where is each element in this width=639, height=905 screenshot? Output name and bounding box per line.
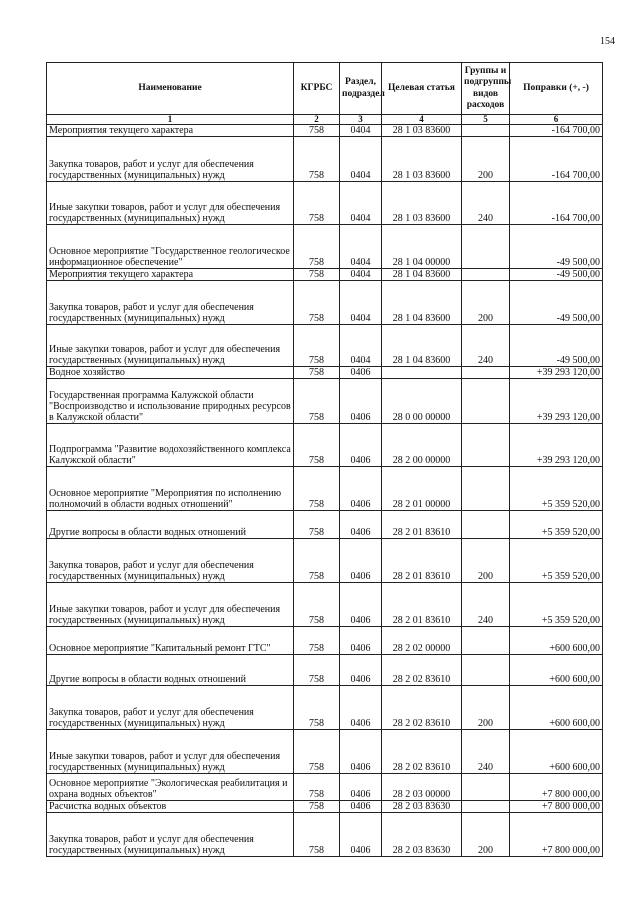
row-group <box>462 225 510 269</box>
row-name: Расчистка водных объектов <box>47 801 294 813</box>
row-name: Закупка товаров, работ и услуг для обеспечения государственных (муниципальных) нужд <box>47 813 294 857</box>
row-article: 28 1 04 83600 <box>382 269 462 281</box>
row-group <box>462 367 510 379</box>
row-amount: +600 600,00 <box>510 655 603 686</box>
row-name: Закупка товаров, работ и услуг для обеспечения государственных (муниципальных) нужд <box>47 281 294 325</box>
row-kgrbs: 758 <box>294 269 340 281</box>
row-section: 0404 <box>340 325 382 367</box>
row-article: 28 2 03 83630 <box>382 813 462 857</box>
page-number: 154 <box>600 36 615 47</box>
row-article: 28 2 02 83610 <box>382 655 462 686</box>
row-amount: +5 359 520,00 <box>510 467 603 511</box>
row-amount: +39 293 120,00 <box>510 424 603 467</box>
row-group: 240 <box>462 730 510 774</box>
row-section: 0406 <box>340 813 382 857</box>
row-amount: -49 500,00 <box>510 325 603 367</box>
row-section: 0406 <box>340 379 382 424</box>
row-group: 240 <box>462 583 510 627</box>
row-name: Мероприятия текущего характера <box>47 125 294 137</box>
table-row <box>47 325 603 367</box>
row-section: 0404 <box>340 225 382 269</box>
row-amount: -164 700,00 <box>510 125 603 137</box>
row-amount: +39 293 120,00 <box>510 379 603 424</box>
row-kgrbs: 758 <box>294 325 340 367</box>
column-number: 2 <box>294 115 340 125</box>
column-number: 1 <box>47 115 294 125</box>
row-amount: -49 500,00 <box>510 225 603 269</box>
row-group <box>462 655 510 686</box>
row-name: Другие вопросы в области водных отношений <box>47 655 294 686</box>
row-amount: +600 600,00 <box>510 627 603 655</box>
row-section: 0406 <box>340 655 382 686</box>
row-kgrbs: 758 <box>294 511 340 539</box>
row-article: 28 2 03 83630 <box>382 801 462 813</box>
row-amount: +5 359 520,00 <box>510 539 603 583</box>
header-group: Группы и подгруппы видов расходов <box>462 63 510 115</box>
row-group <box>462 511 510 539</box>
row-section: 0404 <box>340 125 382 137</box>
row-group: 200 <box>462 813 510 857</box>
row-name: Основное мероприятие "Мероприятия по исполнению полномочий в области водных отношений" <box>47 467 294 511</box>
row-section: 0404 <box>340 281 382 325</box>
row-amount: +600 600,00 <box>510 730 603 774</box>
column-number: 6 <box>510 115 603 125</box>
row-section: 0406 <box>340 774 382 801</box>
header-name: Наименование <box>47 63 294 115</box>
row-name: Основное мероприятие "Экологическая реабилитация и охрана водных объектов" <box>47 774 294 801</box>
column-number: 5 <box>462 115 510 125</box>
row-name: Иные закупки товаров, работ и услуг для обеспечения государственных (муниципальных) нужд <box>47 730 294 774</box>
row-name: Основное мероприятие "Капитальный ремонт ГТС" <box>47 627 294 655</box>
row-amount: +600 600,00 <box>510 686 603 730</box>
row-article: 28 1 04 00000 <box>382 225 462 269</box>
row-amount: +7 800 000,00 <box>510 813 603 857</box>
row-group <box>462 125 510 137</box>
row-name: Мероприятия текущего характера <box>47 269 294 281</box>
row-section: 0406 <box>340 367 382 379</box>
row-amount: -49 500,00 <box>510 281 603 325</box>
row-kgrbs: 758 <box>294 125 340 137</box>
row-amount: +7 800 000,00 <box>510 801 603 813</box>
row-article: 28 1 03 83600 <box>382 182 462 225</box>
row-kgrbs: 758 <box>294 730 340 774</box>
column-number: 3 <box>340 115 382 125</box>
row-kgrbs: 758 <box>294 813 340 857</box>
row-article: 28 0 00 00000 <box>382 379 462 424</box>
table-row <box>47 686 603 730</box>
row-section: 0404 <box>340 137 382 182</box>
row-kgrbs: 758 <box>294 281 340 325</box>
header-kgrbs: КГРБС <box>294 63 340 115</box>
row-group: 200 <box>462 137 510 182</box>
row-article: 28 2 01 00000 <box>382 467 462 511</box>
row-group <box>462 627 510 655</box>
table-row <box>47 627 603 655</box>
header-section: Раздел, подраздел <box>340 63 382 115</box>
row-section: 0406 <box>340 583 382 627</box>
row-kgrbs: 758 <box>294 801 340 813</box>
table-row <box>47 281 603 325</box>
table-row <box>47 225 603 269</box>
table-row <box>47 125 603 137</box>
table-row <box>47 182 603 225</box>
row-section: 0404 <box>340 269 382 281</box>
row-group: 200 <box>462 686 510 730</box>
row-article: 28 2 00 00000 <box>382 424 462 467</box>
table-row <box>47 367 603 379</box>
row-amount: +5 359 520,00 <box>510 511 603 539</box>
table-row <box>47 379 603 424</box>
row-kgrbs: 758 <box>294 655 340 686</box>
table-row <box>47 269 603 281</box>
row-kgrbs: 758 <box>294 137 340 182</box>
row-amount: +5 359 520,00 <box>510 583 603 627</box>
row-kgrbs: 758 <box>294 467 340 511</box>
row-name: Подпрограмма "Развитие водохозяйственного комплекса Калужской области" <box>47 424 294 467</box>
row-name: Закупка товаров, работ и услуг для обеспечения государственных (муниципальных) нужд <box>47 539 294 583</box>
row-name: Иные закупки товаров, работ и услуг для обеспечения государственных (муниципальных) нужд <box>47 325 294 367</box>
row-article: 28 1 04 83600 <box>382 325 462 367</box>
row-name: Иные закупки товаров, работ и услуг для обеспечения государственных (муниципальных) нужд <box>47 583 294 627</box>
row-article: 28 1 03 83600 <box>382 137 462 182</box>
row-article: 28 2 01 83610 <box>382 539 462 583</box>
row-group <box>462 801 510 813</box>
header-amendment: Поправки (+, -) <box>510 63 603 115</box>
row-article: 28 2 02 83610 <box>382 686 462 730</box>
row-group <box>462 269 510 281</box>
row-amount: -164 700,00 <box>510 137 603 182</box>
row-section: 0406 <box>340 730 382 774</box>
row-article: 28 2 03 00000 <box>382 774 462 801</box>
table-row <box>47 539 603 583</box>
row-article: 28 2 01 83610 <box>382 583 462 627</box>
row-kgrbs: 758 <box>294 225 340 269</box>
row-kgrbs: 758 <box>294 583 340 627</box>
table-row <box>47 424 603 467</box>
row-name: Закупка товаров, работ и услуг для обеспечения государственных (муниципальных) нужд <box>47 686 294 730</box>
row-kgrbs: 758 <box>294 686 340 730</box>
row-name: Другие вопросы в области водных отношений <box>47 511 294 539</box>
row-group: 200 <box>462 281 510 325</box>
row-section: 0404 <box>340 182 382 225</box>
row-amount: +7 800 000,00 <box>510 774 603 801</box>
row-section: 0406 <box>340 467 382 511</box>
table-row <box>47 730 603 774</box>
column-number: 4 <box>382 115 462 125</box>
row-section: 0406 <box>340 424 382 467</box>
table-row <box>47 137 603 182</box>
row-article: 28 2 02 83610 <box>382 730 462 774</box>
row-name: Иные закупки товаров, работ и услуг для обеспечения государственных (муниципальных) нужд <box>47 182 294 225</box>
row-article: 28 1 03 83600 <box>382 125 462 137</box>
budget-amendments-table <box>46 62 603 857</box>
row-group: 200 <box>462 539 510 583</box>
row-amount: -49 500,00 <box>510 269 603 281</box>
row-kgrbs: 758 <box>294 539 340 583</box>
row-article <box>382 367 462 379</box>
table-row <box>47 774 603 801</box>
row-name: Основное мероприятие "Государственное геологическое информационное обеспечение" <box>47 225 294 269</box>
row-kgrbs: 758 <box>294 424 340 467</box>
row-kgrbs: 758 <box>294 774 340 801</box>
table-row <box>47 583 603 627</box>
row-name: Закупка товаров, работ и услуг для обеспечения государственных (муниципальных) нужд <box>47 137 294 182</box>
row-section: 0406 <box>340 627 382 655</box>
table-row <box>47 801 603 813</box>
row-name: Водное хозяйство <box>47 367 294 379</box>
row-amount: -164 700,00 <box>510 182 603 225</box>
row-kgrbs: 758 <box>294 379 340 424</box>
row-article: 28 2 01 83610 <box>382 511 462 539</box>
row-article: 28 2 02 00000 <box>382 627 462 655</box>
row-name: Государственная программа Калужской области "Воспроизводство и использование природных ресурсов в Калужской области" <box>47 379 294 424</box>
row-kgrbs: 758 <box>294 182 340 225</box>
row-section: 0406 <box>340 539 382 583</box>
row-group <box>462 467 510 511</box>
row-kgrbs: 758 <box>294 367 340 379</box>
table-row <box>47 511 603 539</box>
row-group: 240 <box>462 182 510 225</box>
row-section: 0406 <box>340 686 382 730</box>
row-article: 28 1 04 83600 <box>382 281 462 325</box>
row-section: 0406 <box>340 801 382 813</box>
table-row <box>47 467 603 511</box>
row-kgrbs: 758 <box>294 627 340 655</box>
table-row <box>47 655 603 686</box>
row-group <box>462 379 510 424</box>
row-section: 0406 <box>340 511 382 539</box>
header-article: Целевая статья <box>382 63 462 115</box>
row-amount: +39 293 120,00 <box>510 367 603 379</box>
row-group <box>462 774 510 801</box>
table-row <box>47 813 603 857</box>
row-group: 240 <box>462 325 510 367</box>
row-group <box>462 424 510 467</box>
